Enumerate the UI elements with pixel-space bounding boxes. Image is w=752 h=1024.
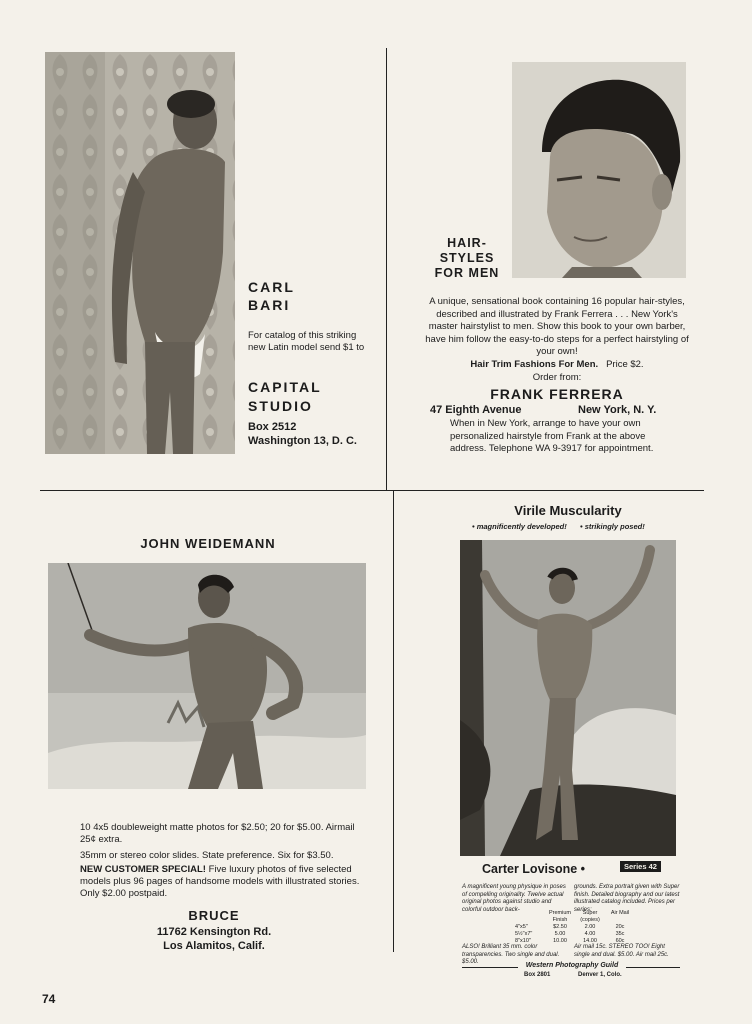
carl-bari-description: For catalog of this striking new Latin model send $1 to — [248, 330, 365, 353]
price-super: 4.00 — [584, 931, 596, 937]
hairstyles-price: Price $2. — [606, 359, 644, 370]
price-size: 4"x5" — [515, 924, 528, 930]
hairstyles-book-line — [424, 359, 690, 371]
price-super: 14.00 — [583, 938, 597, 944]
weidemann-photo — [48, 563, 366, 789]
carter-lovisone-name: Carter Lovisone • — [482, 862, 586, 876]
price-super: 2.00 — [584, 924, 596, 930]
frank-ferrera-note: When in New York, arrange to have your own personalized hairstyle from Frank at the above address. Telephone WA 9-3917 for appointment. — [450, 418, 654, 454]
hairstyles-book-title: Hair Trim Fashions For Men. — [470, 359, 599, 370]
price-premium: $2.50 — [553, 924, 567, 930]
weidemann-title: JOHN WEIDEMANN — [140, 536, 276, 551]
page-number: 74 — [42, 992, 56, 1006]
virile-desc-right: grounds. Extra portrait given with Super finish. Detailed biography and our latest illustrated catalog included. Prices per series: — [574, 884, 680, 913]
carter-lovisone-photo — [460, 540, 676, 856]
bruce-seller: BRUCE — [188, 908, 240, 923]
weidemann-special-label: NEW CUSTOMER SPECIAL! — [80, 864, 206, 875]
price-table — [515, 910, 635, 945]
hairstyles-order-from: Order from: — [532, 372, 582, 383]
guild-rule-right — [626, 967, 680, 968]
price-premium: 10.00 — [553, 938, 567, 944]
price-table-row — [515, 924, 635, 931]
price-air: 35c — [615, 931, 625, 937]
price-air: 20c — [615, 924, 625, 930]
frank-ferrera-city: New York, N. Y. — [578, 404, 657, 416]
studio-line2: STUDIO — [248, 398, 313, 414]
price-size: 8"x10" — [515, 938, 531, 944]
virile-tag1: • magnificently developed! — [472, 522, 567, 531]
vertical-divider-bottom — [393, 490, 394, 952]
frank-ferrera-name: FRANK FERRERA — [490, 386, 624, 402]
horizontal-divider — [40, 490, 704, 491]
weidemann-line1: 10 4x5 doubleweight matte photos for $2.50; 20 for $5.00. Airmail 25¢ extra. — [80, 822, 355, 845]
hairstyles-title-line1: HAIR- — [447, 236, 487, 250]
carl-bari-name-line2: BARI — [248, 297, 291, 313]
virile-also-right: Air mail 15c. STEREO TOO! Eight single and dual. $5.00. Air mail 25c. — [574, 944, 669, 958]
weidemann-line2: 35mm or stereo color slides. State preference. Six for $3.50. — [80, 850, 334, 861]
weidemann-special-text: Five luxury photos of five selected models plus 96 pages of handsome models with illustrated stories. Only $2.00 postpaid. — [80, 864, 360, 899]
vertical-divider-top — [386, 48, 387, 490]
hairstyles-title — [428, 236, 506, 281]
virile-title: Virile Muscularity — [514, 503, 622, 518]
price-table-header-super: Super (copies) — [580, 910, 600, 923]
frank-ferrera-portrait — [512, 62, 686, 278]
studio-line1: CAPITAL — [248, 379, 322, 395]
bruce-city: Los Alamitos, Calif. — [163, 940, 265, 952]
guild-name: Western Photography Guild — [525, 962, 619, 969]
capital-studio-name — [248, 378, 322, 416]
virile-also-left: ALSO! Brilliant 35 mm. color transparencies. Two single and dual. $5.00. — [462, 944, 560, 965]
weidemann-special — [80, 864, 372, 900]
price-air: 60c — [615, 938, 625, 944]
address-line1: Box 2512 — [248, 421, 297, 433]
price-table-row — [515, 931, 635, 938]
guild-city: Denver 1, Colo. — [578, 972, 622, 978]
hairstyles-body: A unique, sensational book containing 16 popular hair-styles, described and illustrated by Frank Ferrera . . . New York's master hairstylist to men. Show this book to your own barber, have him follow the easy-to-do steps for a perfect hairstyling of your own! — [425, 296, 689, 357]
guild-box: Box 2801 — [524, 972, 551, 978]
carl-bari-name-line1: CARL — [248, 279, 295, 295]
price-size: 5½"x7" — [515, 931, 533, 937]
address-line2: Washington 13, D. C. — [248, 435, 357, 447]
series-badge: Series 42 — [620, 861, 661, 872]
virile-tag2: • strikingly posed! — [580, 522, 645, 531]
carl-bari-photo — [45, 52, 235, 454]
capital-studio-address — [248, 420, 357, 448]
price-table-header-premium: Premium Finish — [548, 910, 571, 923]
frank-ferrera-street: 47 Eighth Avenue — [430, 404, 522, 416]
hairstyles-title-line2: STYLES — [439, 251, 495, 265]
carl-bari-name — [248, 278, 295, 314]
hairstyles-title-line3: FOR MEN — [434, 266, 500, 280]
virile-desc-left: A magnificent young physique in poses of compelling originality. Twelve actual original photos against studio and colorful outdoor back- — [462, 884, 566, 913]
price-table-header-air: Air Mail — [610, 910, 630, 916]
price-premium: 5.00 — [554, 931, 566, 937]
guild-rule-left — [462, 967, 518, 968]
bruce-street: 11762 Kensington Rd. — [156, 926, 272, 938]
